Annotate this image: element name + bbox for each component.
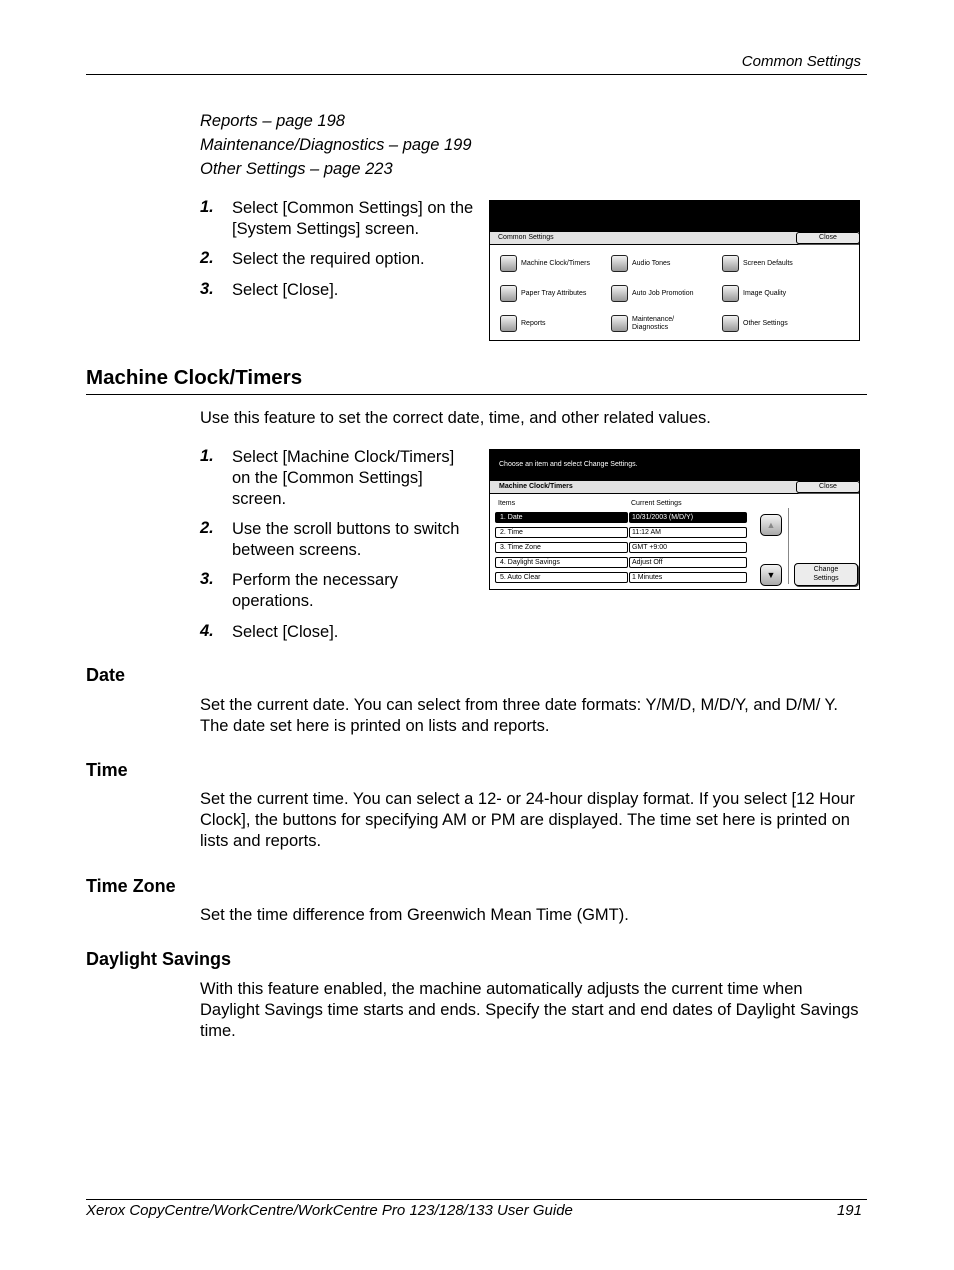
maintenance-diagnostics-button[interactable] [611,315,687,332]
subsection-text-time: Set the current time. You can select a 12- or 24-hour display format. If you select [12 Hour Clock], the buttons for specifying AM or PM are displayed. The time set here is printed on lists and reports. [200,790,855,850]
row-value: GMT +9:00 [629,542,747,553]
subsection-title-time: Time [86,760,128,780]
other-settings-button[interactable] [722,315,788,332]
button-label: Reports [521,320,546,327]
step-number: 1. [200,447,214,465]
screen-title: Common Settings [498,234,554,241]
row-item: 2. Time [495,527,628,538]
reports-button[interactable] [500,315,546,332]
column-header-items: Items [498,500,516,507]
page-number: 191 [836,1202,862,1219]
table-row[interactable] [495,557,747,568]
button-label: Screen Defaults [743,260,793,267]
row-value: 11:12 AM [629,527,747,538]
step-text: Select [Close]. [232,281,339,299]
button-icon [722,255,739,272]
table-row[interactable] [495,527,747,538]
step-text: Select [Machine Clock/Timers] on the [Common Settings] screen. [232,448,455,508]
step-number: 2. [200,519,214,537]
triangle-up-icon: ▲ [766,520,776,530]
step-number: 1. [200,198,214,216]
screen-title: Machine Clock/Timers [499,483,573,490]
row-item: 5. Auto Clear [495,572,628,583]
image-quality-button[interactable] [722,285,786,302]
machine-clock-timers-button[interactable] [500,255,590,272]
header-rule [86,74,867,75]
change-settings-button[interactable] [794,563,858,586]
section-title: Machine Clock/Timers [86,366,303,389]
common-settings-screen [489,200,860,341]
screen-message-bar [490,201,859,231]
step-number: 2. [200,249,214,267]
button-icon [722,315,739,332]
row-item: 4. Daylight Savings [495,557,628,568]
row-value: 1 Minutes [629,572,747,583]
screen-defaults-button[interactable] [722,255,793,272]
button-label: Other Settings [743,320,788,327]
button-label: Auto Job Promotion [632,290,694,297]
running-header: Common Settings [741,53,861,70]
scroll-up-button[interactable] [760,514,782,536]
scroll-down-button[interactable] [760,564,782,586]
step-number: 4. [200,622,214,640]
ref-maintenance: Maintenance/Diagnostics – page 199 [200,136,472,154]
footer-rule [86,1199,867,1200]
row-value: 10/31/2003 (M/D/Y) [629,512,747,523]
button-icon [722,285,739,302]
button-icon [500,315,517,332]
section-rule [86,394,867,395]
subsection-text-daylight-savings: With this feature enabled, the machine automatically adjusts the current time when Daylight Savings time starts and ends. Specify the start and end dates of Daylight Savings time. [200,980,859,1040]
table-row[interactable] [495,512,747,523]
paper-tray-attributes-button[interactable] [500,285,586,302]
step-text: Select the required option. [232,250,425,268]
subsection-text-date: Set the current date. You can select from three date formats: Y/M/D, M/D/Y, and D/M/ Y. The date set here is printed on lists and reports. [200,696,839,735]
button-label: Machine Clock/Timers [521,260,590,267]
ref-other-settings: Other Settings – page 223 [200,160,393,178]
section-intro: Use this feature to set the correct date, time, and other related values. [200,409,711,427]
close-button[interactable]: Close [796,481,860,493]
auto-job-promotion-button[interactable] [611,285,693,302]
ref-reports: Reports – page 198 [200,112,345,130]
button-label: Maintenance/ Diagnostics [632,315,675,331]
subsection-title-date: Date [86,665,126,685]
row-item: 1. Date [495,512,628,523]
triangle-down-icon: ▼ [766,570,776,580]
button-icon [500,285,517,302]
button-label: Image Quality [743,290,787,297]
button-icon [611,285,628,302]
button-icon [611,315,628,332]
table-row[interactable] [495,572,747,583]
close-button[interactable]: Close [796,232,860,244]
button-label: Audio Tones [632,260,671,267]
audio-tones-button[interactable] [611,255,670,272]
screen-prompt: Choose an item and select Change Settings. [499,461,638,468]
footer-guide-title: Xerox CopyCentre/WorkCentre/WorkCentre Pro 123/128/133 User Guide [86,1202,573,1219]
step-text: Select [Common Settings] on the [System Settings] screen. [232,199,474,238]
machine-clock-timers-screen [489,449,860,590]
step-number: 3. [200,570,214,588]
subsection-title-daylight-savings: Daylight Savings [86,949,232,969]
table-row[interactable] [495,542,747,553]
button-label: Paper Tray Attributes [521,290,587,297]
column-header-current: Current Settings [631,500,682,507]
step-number: 3. [200,280,214,298]
step-text: Perform the necessary operations. [232,571,398,610]
step-text: Use the scroll buttons to switch between screens. [232,520,460,559]
row-value: Adjust Off [629,557,747,568]
row-item: 3. Time Zone [495,542,628,553]
change-settings-label: Change Settings [813,566,839,582]
subsection-title-time-zone: Time Zone [86,876,176,896]
step-text: Select [Close]. [232,623,339,641]
button-icon [500,255,517,272]
button-icon [611,255,628,272]
divider [788,508,789,584]
subsection-text-time-zone: Set the time difference from Greenwich Mean Time (GMT). [200,906,629,924]
screen-message-bar [490,450,859,480]
